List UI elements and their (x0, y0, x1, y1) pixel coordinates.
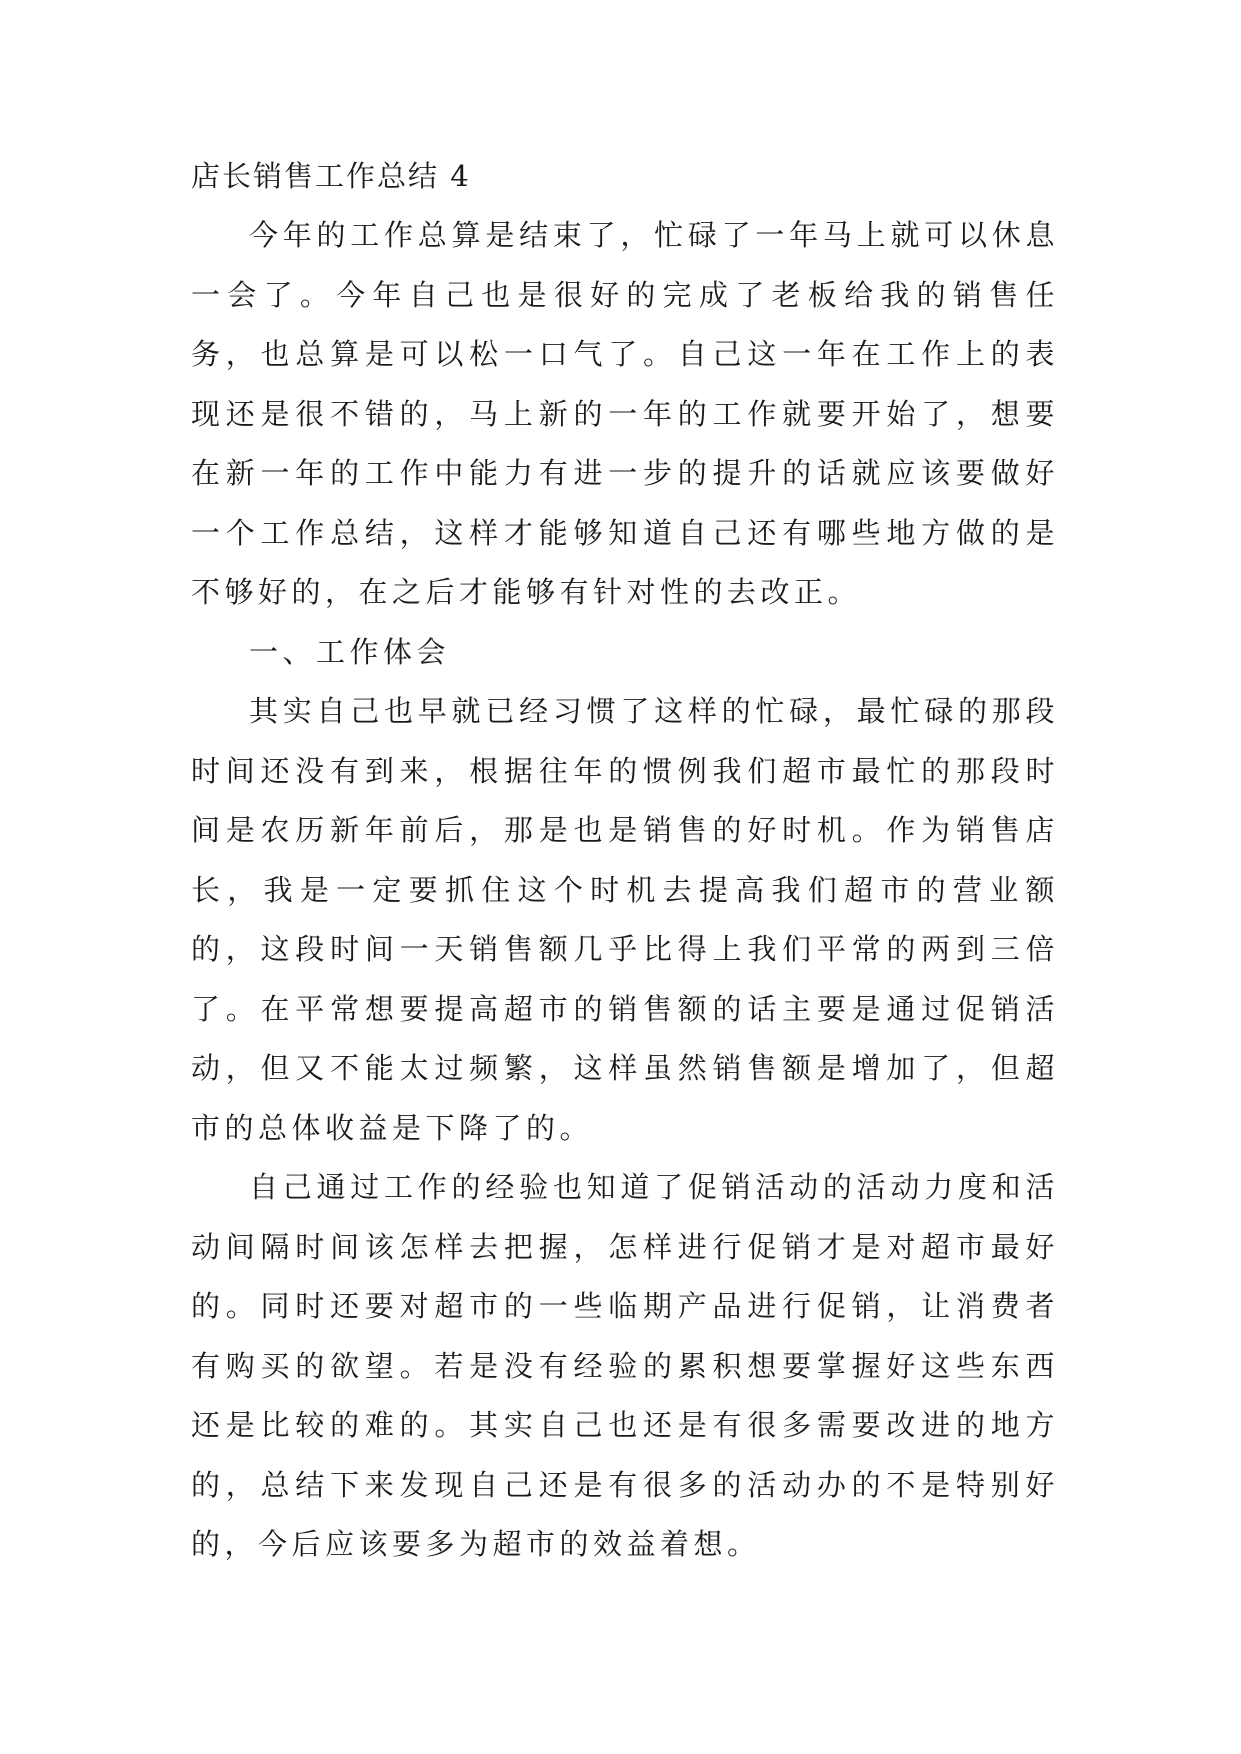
paragraph-promotion: 自己通过工作的经验也知道了促销活动的活动力度和活动间隔时间该怎样去把握，怎样进行促销才是对超市最好的。同时还要对超市的一些临期产品进行促销，让消费者有购买的欲望。若是没有经验的累积想要掌握好这些东西还是比较的难的。其实自己也还是有很多需要改进的地方的，总结下来发现自己还是有很多的活动办的不是特别好的，今后应该要多为超市的效益着想。 (191, 1170, 1059, 1561)
paragraph-experience: 其实自己也早就已经习惯了这样的忙碌，最忙碌的那段时间还没有到来，根据往年的惯例我们超市最忙的那段时间是农历新年前后，那是也是销售的好时机。作为销售店长，我是一定要抓住这个时机去提高我们超市的营业额的，这段时间一天销售额几乎比得上我们平常的两到三倍了。在平常想要提高超市的销售额的话主要是通过促销活动，但又不能太过频繁，这样虽然销售额是增加了，但超市的总体收益是下降了的。 (191, 694, 1059, 1145)
document-title: 店长销售工作总结 4 (191, 159, 471, 193)
section-heading: 一、工作体会 (249, 634, 451, 669)
paragraph-intro: 今年的工作总算是结束了，忙碌了一年马上就可以休息一会了。今年自己也是很好的完成了老板给我的销售任务，也总算是可以松一口气了。自己这一年在工作上的表现还是很不错的，马上新的一年的工作就要开始了，想要在新一年的工作中能力有进一步的提升的话就应该要做好一个工作总结，这样才能够知道自己还有哪些地方做的是不够好的，在之后才能够有针对性的去改正。 (191, 218, 1059, 609)
document-body (191, 147, 1059, 1575)
